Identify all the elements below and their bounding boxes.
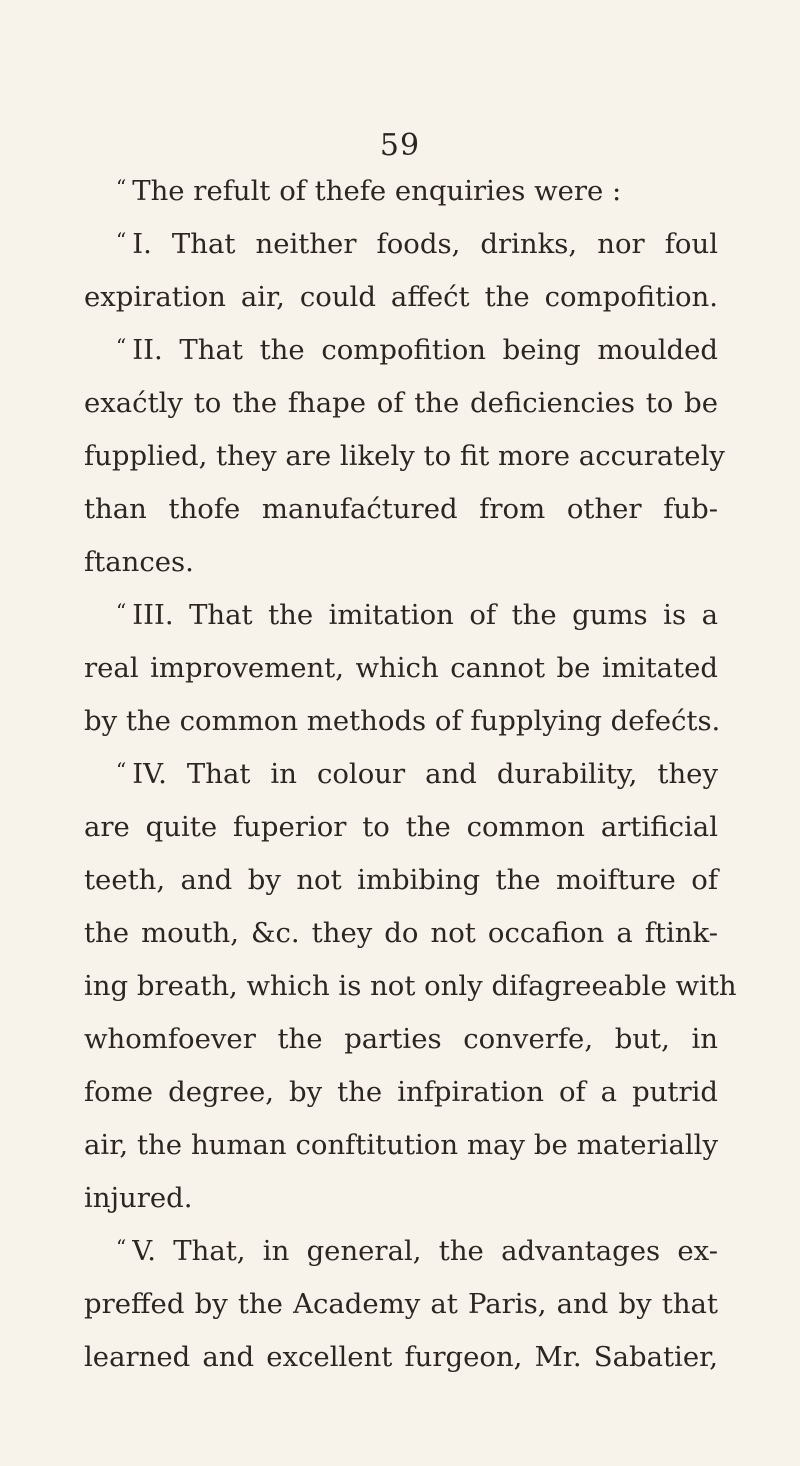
line-text: are quite fuperior to the common artificial (84, 811, 718, 843)
line-text: III. That the imitation of the gums is a (132, 599, 718, 631)
text-line (84, 916, 718, 950)
text-line (84, 280, 718, 314)
text-line (116, 598, 718, 634)
text-line (84, 492, 718, 526)
opening-quote: “ (116, 334, 127, 358)
text-line (116, 174, 718, 210)
text-line (84, 1340, 718, 1374)
line-text: whomfoever the parties converfe, but, in (84, 1023, 718, 1055)
text-line (116, 757, 718, 793)
opening-quote: “ (116, 758, 127, 782)
line-text: The refult of thefe enquiries were : (132, 175, 622, 207)
line-text: injured. (84, 1182, 193, 1214)
line-text: real improvement, which cannot be imitated (84, 652, 718, 684)
opening-quote: “ (116, 599, 127, 623)
line-text: the mouth, &c. they do not occafion a ftink- (84, 917, 718, 949)
line-text: air, the human conftitution may be materially (84, 1129, 718, 1161)
opening-quote: “ (116, 175, 127, 199)
text-line (84, 1128, 718, 1162)
text-line (84, 1022, 718, 1056)
line-text: ftances. (84, 546, 194, 578)
line-text: exaćtly to the fhape of the deficiencies to be (84, 387, 718, 419)
line-text: fupplied, they are likely to fit more accurately (84, 440, 725, 472)
line-text: teeth, and by not imbibing the moifture of (84, 864, 718, 896)
page-number: 59 (379, 128, 421, 163)
line-text: V. That, in general, the advantages ex- (132, 1235, 718, 1267)
text-line (84, 386, 718, 420)
text-line (84, 704, 721, 738)
text-line (84, 651, 718, 685)
line-text: expiration air, could affećt the compofition. (84, 281, 718, 313)
opening-quote: “ (116, 228, 127, 252)
text-line (84, 1075, 718, 1109)
line-text: II. That the compofition being moulded (132, 334, 718, 366)
text-line (84, 969, 737, 1003)
line-text: learned and excellent furgeon, Mr. Sabatier, (84, 1341, 718, 1373)
line-text: IV. That in colour and durability, they (132, 758, 718, 790)
text-line (84, 1181, 718, 1215)
line-text: fome degree, by the infpiration of a putrid (84, 1076, 718, 1108)
line-text: preffed by the Academy at Paris, and by that (84, 1288, 718, 1320)
text-line (84, 863, 718, 897)
text-line (116, 1234, 718, 1270)
line-text: ing breath, which is not only difagreeable with (84, 970, 737, 1002)
line-text: by the common methods of fupplying defećts. (84, 705, 721, 737)
text-line (84, 810, 718, 844)
opening-quote: “ (116, 1235, 127, 1259)
text-line (84, 439, 725, 473)
text-line (116, 333, 718, 369)
line-text: I. That neither foods, drinks, nor foul (132, 228, 718, 260)
text-line (116, 227, 718, 263)
line-text: than thofe manufaćtured from other fub- (84, 493, 718, 525)
text-line (84, 545, 718, 579)
text-line (84, 1287, 718, 1321)
